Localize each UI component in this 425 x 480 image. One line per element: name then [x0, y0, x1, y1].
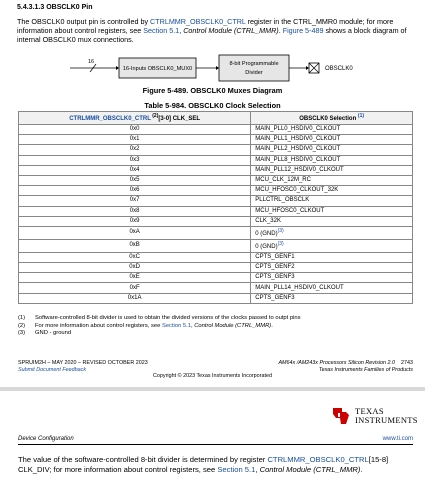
ti-logo-line-1: TEXAS	[355, 406, 384, 416]
clock-source-name: CPTS_GENF2	[255, 264, 295, 271]
clk-sel-cell: 0x3	[19, 155, 251, 165]
note-2-comma: ,	[190, 322, 195, 329]
intro-text-2: register in the CTRL_MMR0 module; for more information about control registers, see	[17, 17, 394, 35]
note-1	[18, 315, 413, 323]
clock-source-cell	[251, 293, 413, 303]
output-label: OBSCLK0	[325, 66, 353, 72]
note-3-text: GND - ground	[35, 330, 72, 337]
table-row	[19, 226, 413, 239]
note-3	[18, 330, 413, 338]
clock-source-name: MCU_HFOSC0_CLKOUT_32K	[255, 187, 339, 194]
body-italic: Control Module (CTRL_MMR)	[259, 465, 361, 474]
clock-source-cell	[251, 226, 413, 239]
clock-source-cell	[251, 145, 413, 155]
clock-source-name: MAIN_PLL14_HSDIV0_CLKOUT	[255, 284, 344, 291]
clk-sel-cell: 0x1	[19, 135, 251, 145]
header-register-link[interactable]: CTRLMMR_OBSCLK0_CTRL	[69, 116, 151, 122]
clock-source-cell	[251, 252, 413, 262]
clock-source-name: PLLCTRL_OBSCLK	[255, 197, 310, 204]
table-row	[19, 283, 413, 293]
clock-source-name: CLK_32K	[255, 217, 281, 224]
clock-source-cell	[251, 186, 413, 196]
divider-label-2: Divider	[245, 70, 263, 76]
clock-source-cell	[251, 283, 413, 293]
table-row	[19, 145, 413, 155]
clock-source-cell	[251, 125, 413, 135]
note-2-text: For more information about control registers, see	[35, 322, 162, 329]
table-header-row	[19, 112, 413, 125]
clock-source-cell	[251, 175, 413, 185]
intro-text-4: .	[278, 26, 283, 35]
header-note-ref-2: (2)	[150, 113, 159, 119]
copyright: Copyright © 2023 Texas Instruments Incorporated	[153, 373, 272, 379]
register-link[interactable]: CTRLMMR_OBSCLK0_CTRL	[150, 17, 246, 26]
table-row	[19, 239, 413, 252]
clock-source-cell	[251, 196, 413, 206]
header-selection-text: OBSCLK0 Selection	[299, 116, 358, 122]
body-text-4: .	[360, 465, 363, 474]
table-caption: Table 5-984. OBSCLK0 Clock Selection	[144, 101, 281, 110]
pin-arrow	[306, 66, 309, 70]
footer-doc-id: SPRUIM2H – MAY 2020 – REVISED OCTOBER 2023	[18, 360, 148, 366]
clk-sel-cell: 0xB	[19, 239, 251, 252]
clock-source-name: CPTS_GENF3	[255, 294, 295, 301]
header-rule	[18, 444, 413, 445]
next-page-paragraph	[18, 455, 418, 475]
clock-source-name: MCU_HFOSC0_CLKOUT	[255, 207, 325, 214]
table-row	[19, 206, 413, 216]
clock-source-name: CPTS_GENF1	[255, 253, 295, 260]
clk-sel-cell: 0x4	[19, 165, 251, 175]
body-register-link[interactable]: CTRLMMR_OBSCLK0_CTRL	[267, 455, 369, 464]
note-2	[18, 323, 413, 331]
note-ref[interactable]: (3)	[277, 227, 284, 234]
table-row	[19, 165, 413, 175]
divider-label-1: 8-bit Programmable	[229, 61, 279, 67]
clk-sel-cell: 0x1A	[19, 293, 251, 303]
header-clk-sel-text: [3-0] CLK_SEL	[158, 116, 201, 122]
ti-state-icon	[330, 405, 352, 427]
clock-selection-table	[18, 111, 413, 304]
bus-width-label: 16	[88, 59, 95, 65]
clk-sel-cell: 0x9	[19, 216, 251, 226]
header-website-link[interactable]: www.ti.com	[382, 436, 413, 442]
section-title: 5.4.3.1.3 OBSCLK0 Pin	[17, 4, 93, 11]
header-clk-sel	[19, 112, 251, 125]
clock-source-cell	[251, 206, 413, 216]
header-section-name: Device Configuration	[18, 436, 74, 442]
clock-source-name: MAIN_PLL2_HSDIV0_CLKOUT	[255, 146, 341, 153]
clock-source-cell	[251, 239, 413, 252]
footer-product-line	[278, 360, 413, 367]
clk-sel-cell: 0xE	[19, 273, 251, 283]
clk-sel-cell: 0xA	[19, 226, 251, 239]
clk-sel-cell: 0x5	[19, 175, 251, 185]
divider-block	[219, 55, 289, 81]
input-arrow	[116, 66, 119, 70]
note-1-text: Software-controlled 8-bit divider is used to obtain the divided versions of the clocks passed to outpt pins	[35, 315, 301, 321]
mux-label: 16-Inputs OBSCLK0_MUX0	[122, 66, 193, 72]
clock-source-cell	[251, 165, 413, 175]
submit-feedback-link[interactable]: Submit Document Feedback	[18, 367, 87, 373]
table-row	[19, 135, 413, 145]
note-3-number: (3)	[18, 330, 26, 337]
clock-source-cell	[251, 216, 413, 226]
clock-source-name: 0 (GND)	[255, 243, 278, 250]
header-obsclk0-selection	[251, 112, 413, 125]
note-1-number: (1)	[18, 315, 26, 321]
note-2-italic: Control Module (CTRL_MMR)	[194, 322, 272, 329]
table-row	[19, 125, 413, 135]
intro-text-3: ,	[179, 26, 184, 35]
body-section-link[interactable]: Section 5.1	[217, 465, 256, 474]
intro-text-5: shows a block diagram of internal OBSCLK0 mux connections.	[17, 26, 407, 44]
table-row	[19, 273, 413, 283]
note-2-section-link[interactable]: Section 5.1	[161, 322, 191, 329]
clk-sel-cell: 0xD	[19, 263, 251, 273]
ti-logo	[330, 405, 418, 427]
table-row	[19, 196, 413, 206]
clk-sel-cell: 0x8	[19, 206, 251, 216]
page-separator	[0, 387, 425, 391]
clock-source-cell	[251, 155, 413, 165]
obsclk0-mux-diagram	[70, 54, 370, 82]
clock-source-name: MAIN_PLL12_HSDIV0_CLKOUT	[255, 166, 344, 173]
clock-source-name: MAIN_PLL0_HSDIV0_CLKOUT	[255, 126, 341, 133]
figure-link[interactable]: Figure 5-489	[282, 26, 324, 35]
clock-source-name: MCU_CLK_12M_RC	[255, 177, 311, 184]
clock-source-name: MAIN_PLL1_HSDIV0_CLKOUT	[255, 136, 341, 143]
table-row	[19, 186, 413, 196]
footer-page-number: 2743	[401, 360, 413, 366]
intro-text-1: The OBSCLK0 output pin is controlled by	[17, 17, 151, 26]
clock-source-cell	[251, 263, 413, 273]
footer-product: AM64x /AM243x Processors Silicon Revision 2.0	[278, 360, 395, 366]
clock-source-name: 0 (GND)	[255, 230, 278, 237]
ti-logo-line-2: INSTRUMENTS	[355, 415, 418, 425]
clock-source-cell	[251, 135, 413, 145]
footer-family: Texas Instruments Families of Products	[318, 367, 413, 373]
intro-italic: Control Module (CTRL_MMR)	[183, 26, 279, 35]
clk-sel-cell: 0x2	[19, 145, 251, 155]
table-row	[19, 293, 413, 303]
footer-left	[18, 360, 148, 374]
clock-source-cell	[251, 273, 413, 283]
clk-sel-cell: 0xC	[19, 252, 251, 262]
clk-sel-cell: 0x0	[19, 125, 251, 135]
table-row	[19, 263, 413, 273]
table-row	[19, 216, 413, 226]
table-row	[19, 155, 413, 165]
table-row	[19, 252, 413, 262]
clock-source-name: CPTS_GENF3	[255, 274, 295, 281]
note-2-period: .	[271, 322, 273, 329]
table-row	[19, 175, 413, 185]
body-text-3: ,	[255, 465, 260, 474]
clk-sel-cell: 0x6	[19, 186, 251, 196]
body-text-2: [15-8] CLK_DIV; for more information about control registers, see	[18, 455, 389, 474]
note-ref[interactable]: (3)	[277, 240, 284, 247]
note-2-number: (2)	[18, 322, 26, 329]
intro-paragraph	[17, 17, 413, 44]
clock-source-name: MAIN_PLL8_HSDIV0_CLKOUT	[255, 156, 341, 163]
header-note-ref-1[interactable]: (1)	[357, 113, 365, 119]
divider-arrow	[216, 66, 219, 70]
body-text-1: The value of the software-controlled 8-bit divider is determined by register	[18, 455, 268, 464]
section-link[interactable]: Section 5.1	[143, 26, 180, 35]
footer-right	[278, 360, 413, 374]
table-notes	[18, 315, 413, 338]
clk-sel-cell: 0x7	[19, 196, 251, 206]
clk-sel-cell: 0xF	[19, 283, 251, 293]
figure-caption: Figure 5-489. OBSCLK0 Muxes Diagram	[142, 86, 283, 95]
